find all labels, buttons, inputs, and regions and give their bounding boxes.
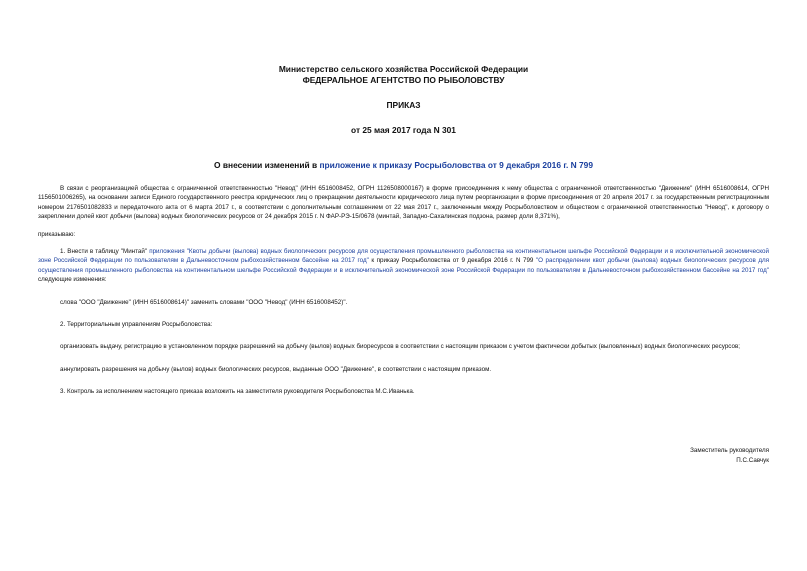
document-page <box>38 64 769 397</box>
item-1-replacement: слова "ООО "Движение" (ИНН 6516008614)" заменить словами "ООО "Невод" (ИНН 6516008452)". <box>60 298 348 306</box>
title-prefix: О внесении изменений в <box>214 160 320 170</box>
item-1-order-link[interactable]: "О распределении квот добычи (вылова) водных биологических ресурсов для осуществления промышленного рыболовства на континентальном шельфе Российской Федерации и в исключительной экономической зоне Российской Федерации по пользователям в Дальневосточном рыбохозяйственном бассейне на 2017 год" <box>38 257 770 274</box>
item-1-appendix-link[interactable]: приложения "Квоты добычи (вылова) водных биологических ресурсов для осуществления промышленного рыболовства на континентальном шельфе Российской Федерации и в исключительной экономической зоне Российской Федерации по пользователям в Дальневосточном рыбохозяйственном бассейне на 2017 год" <box>38 248 770 265</box>
document-date: от 25 мая 2017 года N 301 <box>351 125 456 135</box>
intro-paragraph: В связи с реорганизацией общества с ограниченной ответственностью "Невод" (ИНН 6516008452, ОГРН 1126508000167) в форме присоединения к нему общества с ограниченной ответственностью "Движение" (ИНН 6516008614, ОГРН 1156501006265), на основании записи Единого государственного реестра юридических лиц о прекращении деятельности юридического лица путем реорганизации в форме присоединения от 20 апреля 2017 г. за государственным регистрационным номером 2176501082833 и передаточного акта от 6 марта 2017 г., в соответствии с дополнительным соглашением от 22 мая 2017 г., заключенным между Росрыболовством и обществом с ограниченной ответственностью "Невод", к договору о закреплении долей квот добычи (вылова) водных биологических ресурсов от 24 декабря 2015 г. N ФАР-РЭ-15/0678 (минтай, Западно-Сахалинская подзона, размер доли 8,371%), <box>38 185 769 221</box>
order-word: приказываю: <box>38 230 76 238</box>
item-1-prefix: 1. Внести в таблицу "Минтай" <box>60 248 150 256</box>
agency-name: ФЕДЕРАЛЬНОЕ АГЕНТСТВО ПО РЫБОЛОВСТВУ <box>302 75 505 85</box>
item-2-organize: организовать выдачу, регистрацию в установленном порядке разрешений на добычу (вылов) водных биоресурсов в соответствии с настоящим приказом с учетом фактически добытых (выловленных) водных биологических ресурсов; <box>60 343 741 351</box>
item-2: 2. Территориальным управлениям Росрыболовства: <box>60 321 213 329</box>
document-type: ПРИКАЗ <box>386 100 421 110</box>
item-1-mid: к приказу Росрыболовства от 9 декабря 2016 г. N 799 <box>368 257 536 265</box>
ministry-name: Министерство сельского хозяйства Российской Федерации <box>278 64 529 74</box>
signature-name: П.С.Савчук <box>736 457 769 464</box>
signature-block <box>690 446 769 466</box>
title-link[interactable]: приложение к приказу Росрыболовства от 9 декабря 2016 г. N 799 <box>319 160 593 170</box>
document-title <box>38 160 769 171</box>
item-1-suffix: следующие изменения: <box>38 276 107 284</box>
item-1 <box>38 247 769 285</box>
item-2-annul: аннулировать разрешения на добычу (вылов) водных биологических ресурсов, выданные ООО "Движение", в соответствии с настоящим приказом. <box>60 365 492 373</box>
item-3: 3. Контроль за исполнением настоящего приказа возложить на заместителя руководителя Росрыболовства М.С.Иванька. <box>60 388 415 396</box>
signature-position: Заместитель руководителя <box>690 447 769 454</box>
